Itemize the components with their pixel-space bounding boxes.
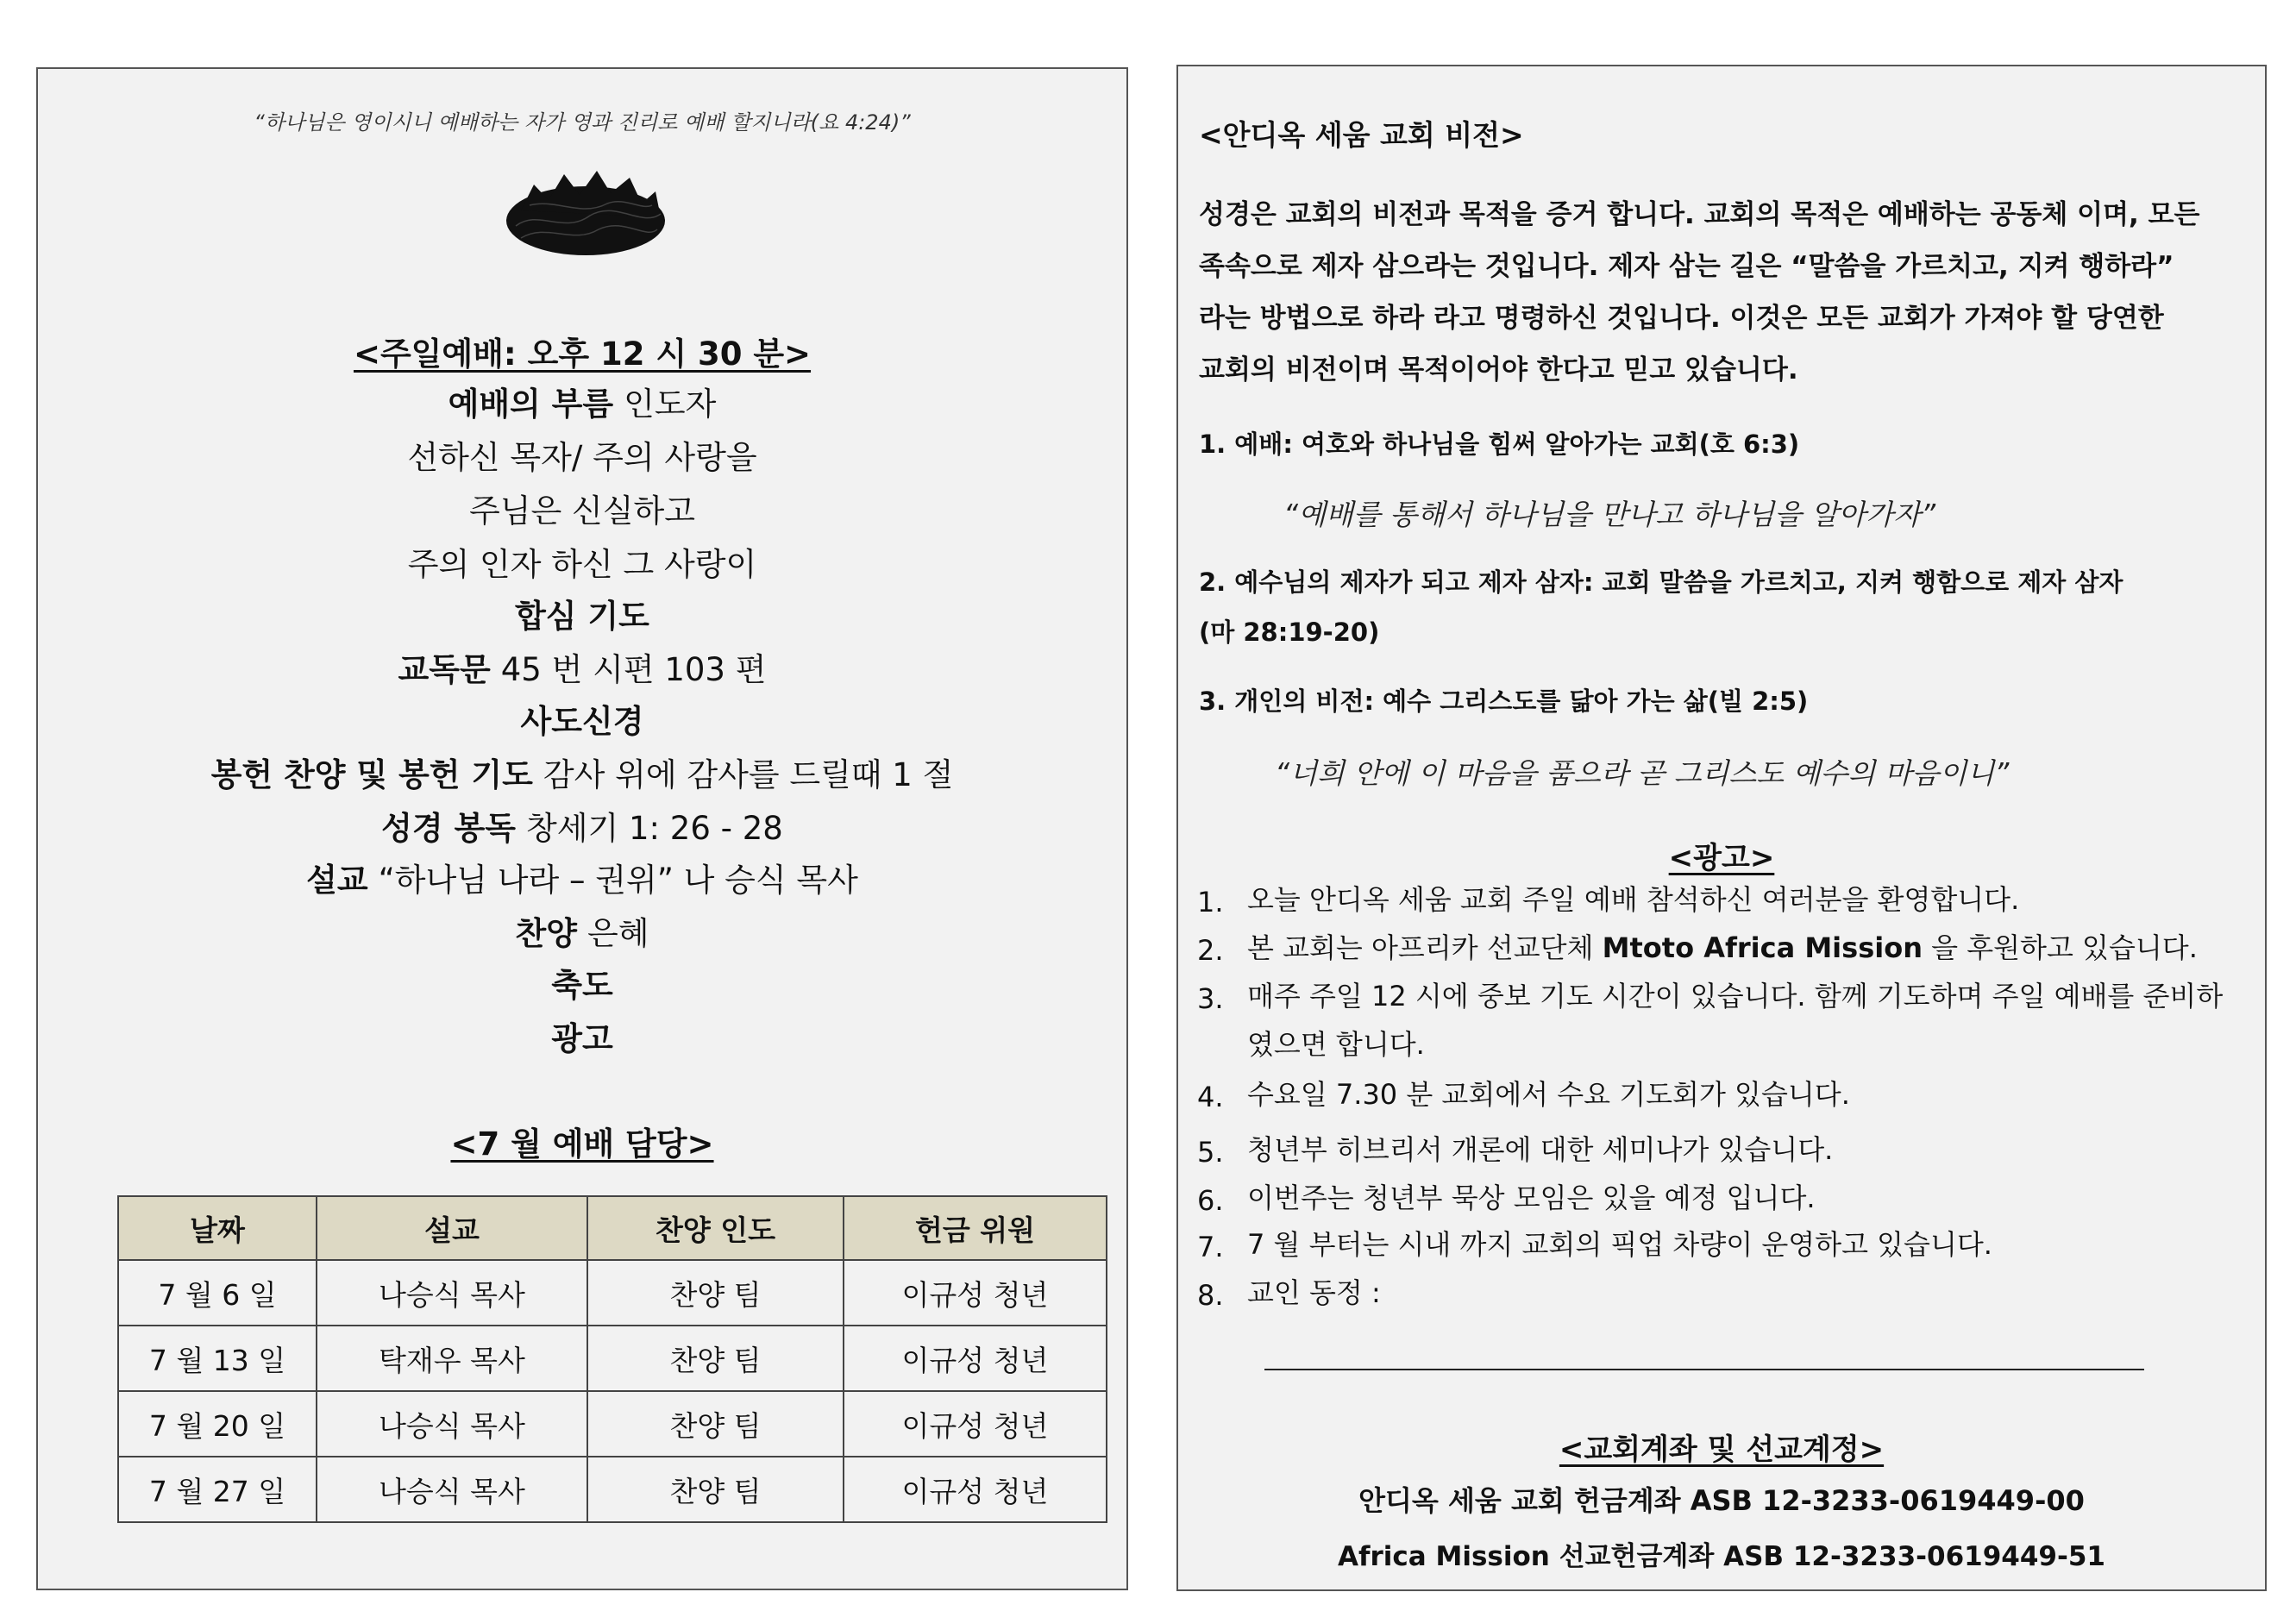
- order-item-label: 성경 봉독: [381, 810, 517, 847]
- vision-line: 족속으로 제자 삼으라는 것입니다. 제자 삼는 길은 “말씀을 가르치고, 지켜 행하라”: [1199, 251, 2174, 282]
- vision-quote-1: “예배를 통해서 하나님을 만나고 하나님을 알아가자”: [1283, 498, 1936, 531]
- order-item-label: 봉헌 찬양 및 봉헌 기도: [210, 756, 533, 793]
- decorative-emblem: [504, 166, 668, 259]
- duty-table: [117, 1195, 1107, 1523]
- order-item: [38, 1021, 1126, 1058]
- cell-praise: 찬양 팀: [587, 1260, 844, 1326]
- vision-title: <안디옥 세움 교회 비전>: [1199, 118, 1524, 152]
- order-item: [38, 968, 1126, 1005]
- accounts-title: <교회계좌 및 선교계정>: [1559, 1432, 1885, 1467]
- vision-point-3: 3. 개인의 비전: 예수 그리스도를 닮아 가는 삶(빌 2:5): [1199, 686, 1809, 716]
- col-praise-header: 찬양 인도: [587, 1196, 844, 1260]
- list-item-text: 7 월 부터는 시내 까지 교회의 픽업 차량이 운영하고 있습니다.: [1247, 1228, 1992, 1261]
- order-item-label: 예배의 부름: [448, 386, 614, 423]
- order-item: [38, 386, 1126, 423]
- vision-line: 교회의 비전이며 목적이어야 한다고 믿고 있습니다.: [1199, 354, 1798, 386]
- order-item: [38, 652, 1126, 689]
- order-item-value: 은혜: [587, 915, 649, 952]
- list-item-text: 청년부 히브리서 개론에 대한 세미나가 있습니다.: [1247, 1133, 1834, 1166]
- cell-date: 7 월 27 일: [118, 1457, 317, 1522]
- vision-point-2: 2. 예수님의 제자가 되고 제자 삼자: 교회 말씀을 가르치고, 지켜 행함으로 제자 삼자: [1199, 567, 2123, 597]
- col-date-header: 날짜: [118, 1196, 317, 1260]
- list-item-text: 교인 동정 :: [1247, 1276, 1381, 1309]
- order-item-value: 주의 인자 하신 그 사랑이: [407, 546, 757, 583]
- order-item-value: 주님은 신실하고: [469, 492, 695, 530]
- cell-offering: 이규성 청년: [844, 1457, 1107, 1522]
- vision-point-2-ref: (마 28:19-20): [1199, 617, 1380, 647]
- order-item: [38, 599, 1126, 636]
- table-header-row: [118, 1196, 1107, 1260]
- cell-sermon: 나승식 목사: [317, 1260, 587, 1326]
- mission-account: Africa Mission 선교헌금계좌 ASB 12-3233-0619449-51: [1338, 1541, 2105, 1572]
- order-item-value: 감사 위에 감사를 드릴때 1 절: [543, 756, 954, 793]
- order-item: [38, 440, 1126, 477]
- duty-title: <7 월 예배 담당>: [450, 1125, 714, 1163]
- cell-date: 7 월 6 일: [118, 1260, 317, 1326]
- order-item-value: 인도자: [624, 386, 717, 423]
- list-item-number: 4.: [1197, 1081, 1224, 1113]
- table-row: [118, 1457, 1107, 1522]
- table-row: [118, 1326, 1107, 1391]
- cell-praise: 찬양 팀: [587, 1457, 844, 1522]
- church-account: 안디옥 세움 교회 헌금계좌 ASB 12-3233-0619449-00: [1358, 1484, 2085, 1517]
- order-item: [38, 493, 1126, 530]
- list-item-text-part: 을 후원하고 있습니다.: [1922, 931, 2198, 964]
- order-item-value: 창세기 1: 26 - 28: [526, 810, 783, 847]
- order-item-value: “하나님 나라 – 권위” 나 승식 목사: [378, 862, 858, 899]
- order-item-label: 사도신경: [520, 703, 644, 740]
- order-item-value: 45 번 시편 103 편: [500, 651, 767, 688]
- order-item-label: 광고: [551, 1020, 613, 1057]
- list-item-text: 이번주는 청년부 묵상 모임은 있을 예정 입니다.: [1247, 1182, 1816, 1214]
- cell-sermon: 나승식 목사: [317, 1457, 587, 1522]
- cell-praise: 찬양 팀: [587, 1326, 844, 1391]
- vision-line: 라는 방법으로 하라 라고 명령하신 것입니다. 이것은 모든 교회가 가져야 할 당연한: [1199, 303, 2164, 334]
- cell-offering: 이규성 청년: [844, 1326, 1107, 1391]
- col-sermon-header: 설교: [317, 1196, 587, 1260]
- list-item-text: 오늘 안디옥 세움 교회 주일 예배 참석하신 여러분을 환영합니다.: [1247, 883, 2020, 916]
- order-of-worship-panel: [36, 67, 1128, 1590]
- list-item-number: 6.: [1197, 1184, 1224, 1217]
- order-item: [38, 916, 1126, 953]
- crown-of-thorns-icon: [504, 166, 668, 259]
- list-item-number: 8.: [1197, 1279, 1224, 1312]
- order-item-label: 축도: [551, 967, 613, 1004]
- vision-point-1: 1. 예배: 여호와 하나님을 힘써 알아가는 교회(호 6:3): [1199, 429, 1800, 459]
- list-item-number: 7.: [1197, 1231, 1224, 1263]
- cell-date: 7 월 20 일: [118, 1391, 317, 1457]
- list-item-number: 5.: [1197, 1136, 1224, 1169]
- order-item-label: 설교: [306, 862, 368, 899]
- order-item: [38, 547, 1126, 584]
- order-item-label: 찬양: [515, 915, 577, 952]
- divider: [1264, 1369, 2144, 1370]
- cell-date: 7 월 13 일: [118, 1326, 317, 1391]
- table-row: [118, 1260, 1107, 1326]
- cell-offering: 이규성 청년: [844, 1260, 1107, 1326]
- list-item-text: 수요일 7.30 분 교회에서 수요 기도회가 있습니다.: [1247, 1078, 1850, 1111]
- order-item: [38, 757, 1126, 794]
- mission-name: Mtoto Africa Mission: [1602, 931, 1923, 964]
- cell-sermon: 탁재우 목사: [317, 1326, 587, 1391]
- cell-sermon: 나승식 목사: [317, 1391, 587, 1457]
- order-item: [38, 862, 1126, 900]
- vision-quote-3: “너희 안에 이 마음을 품으라 곧 그리스도 예수의 마음이니”: [1275, 756, 2010, 790]
- vision-panel: [1176, 65, 2267, 1591]
- list-item-number: 2.: [1197, 934, 1224, 967]
- announcements-title: <광고>: [1668, 841, 1775, 875]
- list-item-text: 매주 주일 12 시에 중보 기도 시간이 있습니다. 함께 기도하며 주일 예배를 준비하였으면 합니다.: [1247, 980, 2224, 1061]
- service-time-title: <주일예배: 오후 12 시 30 분>: [353, 335, 812, 373]
- col-offering-header: 헌금 위원: [844, 1196, 1107, 1260]
- cell-offering: 이규성 청년: [844, 1391, 1107, 1457]
- list-item-number: 1.: [1197, 886, 1224, 918]
- order-item-label: 교독문: [398, 651, 491, 688]
- order-item-value: 선하신 목자/ 주의 사랑을: [407, 439, 757, 476]
- order-item: [38, 704, 1126, 741]
- order-item: [38, 811, 1126, 848]
- cell-praise: 찬양 팀: [587, 1391, 844, 1457]
- list-item-number: 3.: [1197, 982, 1224, 1015]
- list-item-text-part: 본 교회는 아프리카 선교단체: [1247, 931, 1603, 964]
- vision-line: 성경은 교회의 비전과 목적을 증거 합니다. 교회의 목적은 예배하는 공동체 이며, 모든: [1199, 199, 2200, 230]
- scripture-verse: “하나님은 영이시니 예배하는 자가 영과 진리로 예배 할지니라(요 4:24)”: [254, 110, 911, 135]
- list-item-text: [1247, 924, 2248, 972]
- table-row: [118, 1391, 1107, 1457]
- order-item-label: 합심 기도: [515, 598, 649, 635]
